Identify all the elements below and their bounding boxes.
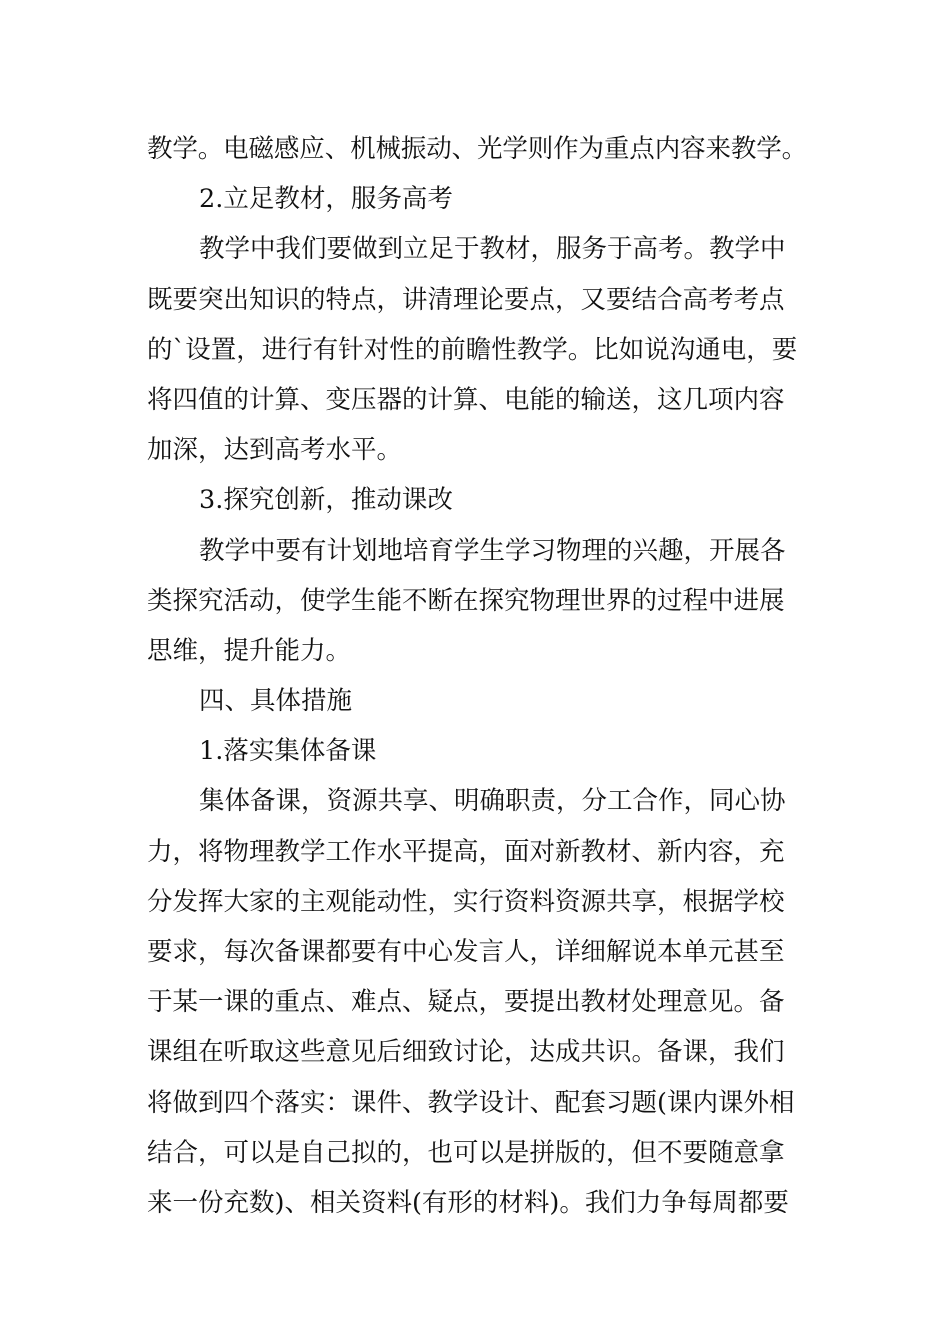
text-line: 教学中我们要做到立足于教材，服务于高考。教学中 <box>199 234 786 265</box>
text-line: 类探究活动，使学生能不断在探究物理世界的过程中进展 <box>147 585 785 616</box>
document-body <box>147 124 807 1228</box>
text-line: 3.探究创新，推动课改 <box>199 485 453 516</box>
text-line: 四、具体措施 <box>199 686 353 717</box>
text-line: 分发挥大家的主观能动性，实行资料资源共享，根据学校 <box>147 886 785 917</box>
text-line: 力，将物理教学工作水平提高，面对新教材、新内容，充 <box>147 836 785 867</box>
text-line: 既要突出知识的特点，讲清理论要点，又要结合高考考点 <box>147 284 785 315</box>
text-line: 集体备课，资源共享、明确职责，分工合作，同心协 <box>199 786 786 817</box>
text-line: 将四值的计算、变压器的计算、电能的输送，这几项内容 <box>147 384 785 415</box>
text-line: 思维，提升能力。 <box>147 635 352 666</box>
text-line: 来一份充数)、相关资料(有形的材料)。我们力争每周都要 <box>147 1187 789 1218</box>
text-line: 2.立足教材，服务高考 <box>199 184 453 215</box>
text-line: 教学中要有计划地培育学生学习物理的兴趣，开展各 <box>199 535 786 566</box>
text-line: 课组在听取这些意见后细致讨论，达成共识。备课，我们 <box>147 1037 785 1068</box>
text-line: 结合，可以是自己拟的，也可以是拼版的，但不要随意拿 <box>147 1137 785 1168</box>
text-line: 于某一课的重点、难点、疑点，要提出教材处理意见。备 <box>147 987 785 1018</box>
text-line: 要求，每次备课都要有中心发言人，详细解说本单元甚至 <box>147 937 785 967</box>
text-line: 加深，达到高考水平。 <box>147 435 403 466</box>
text-line: 教学。电磁感应、机械振动、光学则作为重点内容来教学。 <box>147 134 808 164</box>
text-line: 的`设置，进行有针对性的前瞻性教学。比如说沟通电，要 <box>147 334 798 365</box>
text-line: 1.落实集体备课 <box>199 736 377 767</box>
text-line: 将做到四个落实：课件、教学设计、配套习题(课内课外相 <box>147 1087 795 1118</box>
